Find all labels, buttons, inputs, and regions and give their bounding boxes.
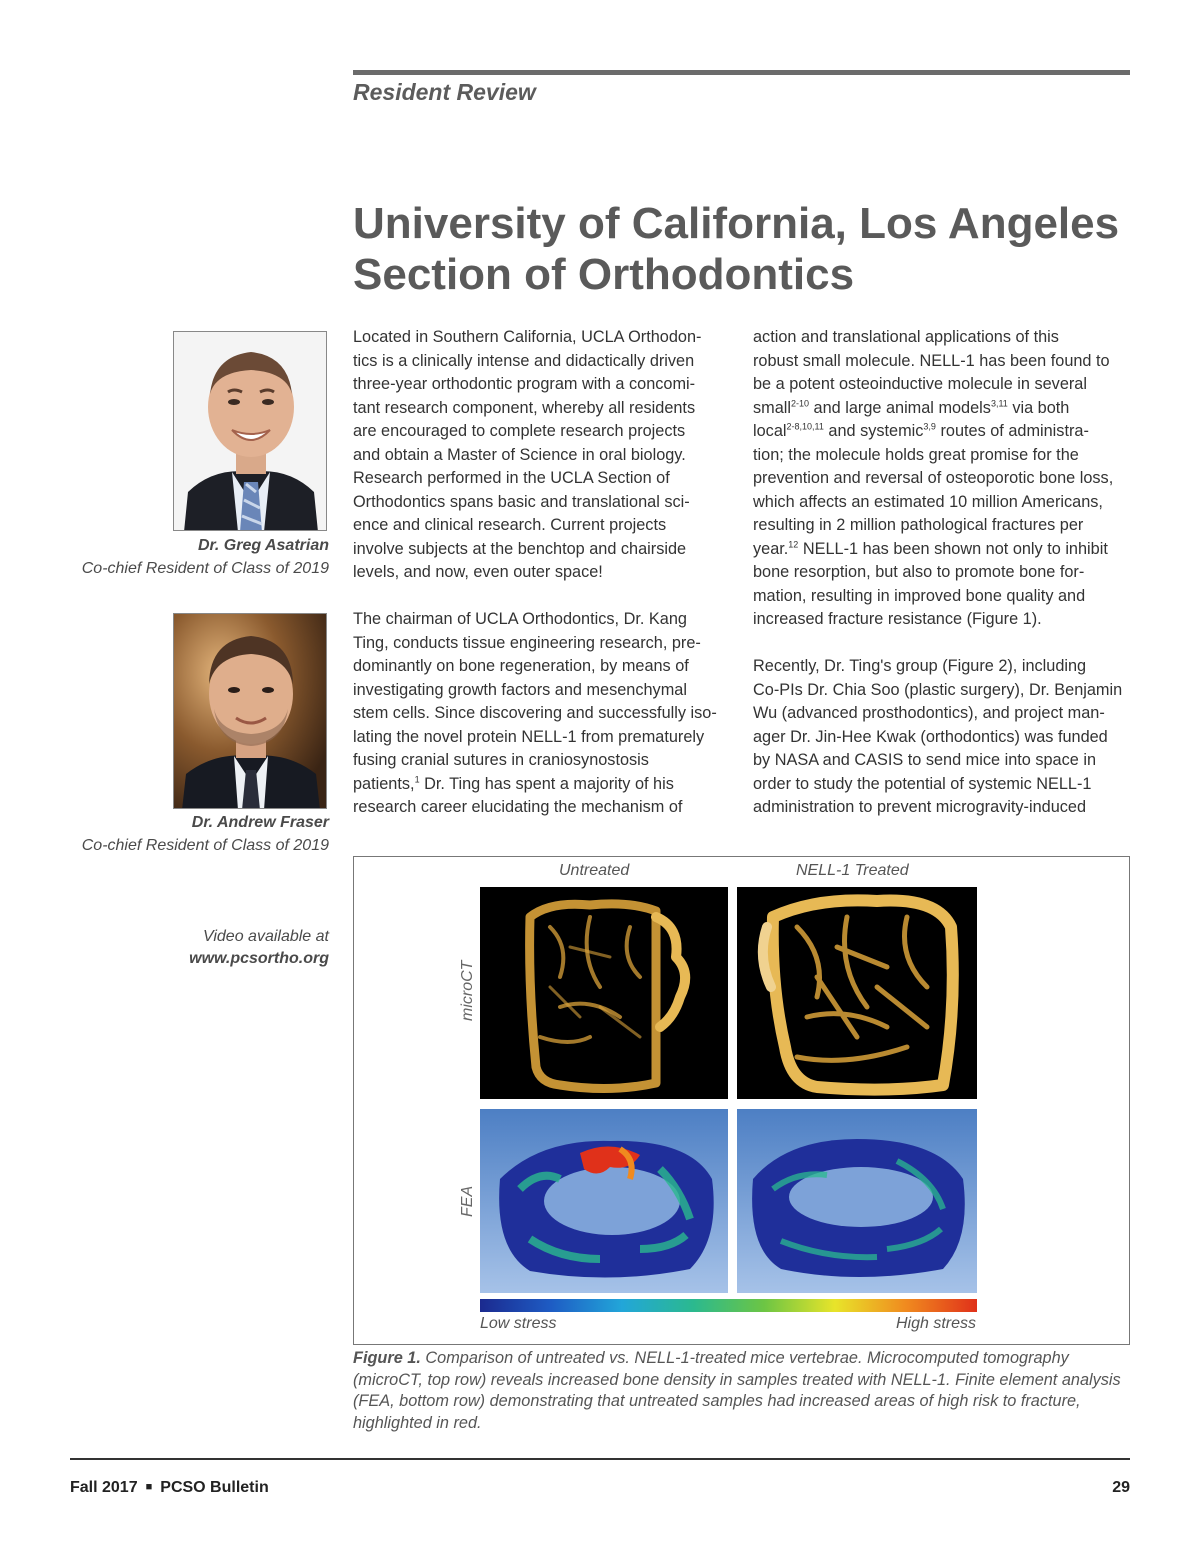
column-header-untreated: Untreated [559,862,630,879]
text-line: which affects an estimated 10 million Americans, [753,492,1103,511]
paragraph [753,655,1133,820]
text-line: stem cells. Since discovering and successfully iso- [353,704,717,722]
text-line: small$^{2-10}$ and large animal models$^{3,11}$ via both [753,398,1070,417]
text-line: resulting in 2 million pathological fractures per [753,516,1084,534]
text-line: Recently, Dr. Ting's group (Figure 2), including [753,657,1087,675]
resident-caption-2 [82,811,329,857]
microct-untreated-image [480,887,728,1099]
reference-marker: 3,11 [990,398,1008,409]
text-line: local$^{2-8,10,11}$ and systemic$^{3,9}$ routes of administra- [753,421,1089,440]
resident-name: Dr. Andrew Fraser [191,814,329,831]
row-label-microct: microCT [459,960,476,1021]
video-note [189,926,329,970]
caption-label: Figure 1. [353,1349,421,1367]
text-line: administration to prevent microgravity-induced [753,798,1087,816]
column-header-treated: NELL-1 Treated [796,862,909,879]
title-line-2: Section of Orthodontics [353,250,855,299]
resident-caption-1 [82,534,329,580]
text-line: lating the novel protein NELL-1 from prematurely [353,727,705,746]
paragraph [753,326,1133,632]
video-link[interactable]: www.pcsortho.org [189,950,329,967]
paragraph [353,326,733,585]
colorbar-low-label: Low stress [480,1315,557,1332]
body-column-1 [353,326,733,843]
text-line: Wu (advanced prosthodontics), and project man- [753,704,1105,722]
reference-marker: 1 [414,774,420,785]
text-line: increased fracture resistance (Figure 1). [753,610,1042,628]
microct-treated-image [737,887,977,1099]
reference-marker: 12 [788,539,799,550]
text-line: The chairman of UCLA Orthodontics, Dr. Kang [353,610,687,628]
page-number: 29 [1112,1479,1130,1496]
body-column-2 [753,326,1133,843]
text-line: involve subjects at the benchtop and chairside [353,539,687,558]
paragraph [353,608,733,820]
header-rule [353,70,1130,75]
resident-photo-fraser [173,613,327,809]
text-line: Located in Southern California, UCLA Orthodon- [353,328,702,346]
text-line: Ting, conducts tissue engineering research, pre- [353,633,701,652]
resident-role: Co-chief Resident of Class of 2019 [81,837,329,854]
text-line: by NASA and CASIS to send mice into space in [753,751,1096,769]
figure-caption [353,1348,1143,1434]
text-line: robust small molecule. NELL-1 has been found to [753,351,1110,370]
figure-1 [353,856,1130,1345]
footer-publication [70,1479,269,1497]
text-line: tant research component, whereby all residents [353,398,696,417]
footer-season: Fall 2017 [70,1479,138,1496]
title-line-1: University of California, Los Angeles [353,199,1120,248]
reference-marker: 2-8,10,11 [786,421,824,432]
footer-title: PCSO Bulletin [160,1479,269,1496]
text-line: order to study the potential of systemic NELL-1 [753,774,1092,793]
footer-rule [70,1458,1130,1460]
reference-marker: 2-10 [791,398,810,409]
stress-colorbar [480,1299,977,1312]
text-line: tics is a clinically intense and didactically driven [353,351,695,370]
text-line: and obtain a Master of Science in oral biology. [353,445,686,464]
text-line: be a potent osteoinductive molecule in several [753,375,1087,393]
reference-marker: 3,9 [923,421,936,432]
text-line: levels, and now, even outer space! [353,563,603,581]
video-label: Video available at [202,928,329,945]
text-line: ence and clinical research. Current projects [353,516,667,534]
text-line: fusing cranial sutures in craniosynostosis [353,751,649,769]
text-line: bone resorption, but also to promote bone for- [753,563,1085,581]
text-line: three-year orthodontic program with a concomi- [353,375,696,393]
caption-line: highlighted in red. [353,1413,482,1432]
fea-treated-image [737,1109,977,1293]
section-label: Resident Review [353,79,536,105]
text-line: prevention and reversal of osteoporotic bone loss, [753,469,1114,487]
text-line: research career elucidating the mechanism of [353,798,683,816]
caption-line: (FEA, bottom row) demonstrating that untreated samples had increased areas of high risk to fracture, [353,1392,1081,1410]
text-line: are encouraged to complete research projects [353,422,686,440]
text-line: investigating growth factors and mesenchymal [353,680,687,699]
text-line: patients,$^1$ Dr. Ting has spent a majority of his [353,774,674,793]
row-label-fea: FEA [459,1185,476,1217]
resident-name: Dr. Greg Asatrian [197,537,329,554]
text-line: Orthodontics spans basic and translational sci- [353,492,690,511]
resident-photo-asatrian [173,331,327,531]
footer-separator: ■ [145,1481,153,1493]
resident-role: Co-chief Resident of Class of 2019 [81,560,329,577]
caption-line: (microCT, top row) reveals increased bone density in samples treated with NELL-1. Finite element analysis [353,1370,1121,1389]
text-line: tion; the molecule holds great promise for the [753,445,1079,464]
text-line: ager Dr. Jin-Hee Kwak (orthodontics) was funded [753,727,1108,746]
text-line: action and translational applications of this [753,328,1059,346]
text-line: Research performed in the UCLA Section of [353,469,670,487]
article-title [353,198,1133,300]
fea-untreated-image [480,1109,728,1293]
text-line: Co-PIs Dr. Chia Soo (plastic surgery), Dr. Benjamin [753,680,1123,699]
text-line: dominantly on bone regeneration, by means of [353,657,689,675]
text-line: mation, resulting in improved bone quality and [753,586,1086,605]
caption-line: Figure 1. Comparison of untreated vs. NELL-1-treated mice vertebrae. Microcomputed tomography [353,1349,1069,1367]
text-line: year.$^{12}$ NELL-1 has been shown not only to inhibit [753,539,1108,558]
colorbar-high-label: High stress [895,1315,976,1332]
